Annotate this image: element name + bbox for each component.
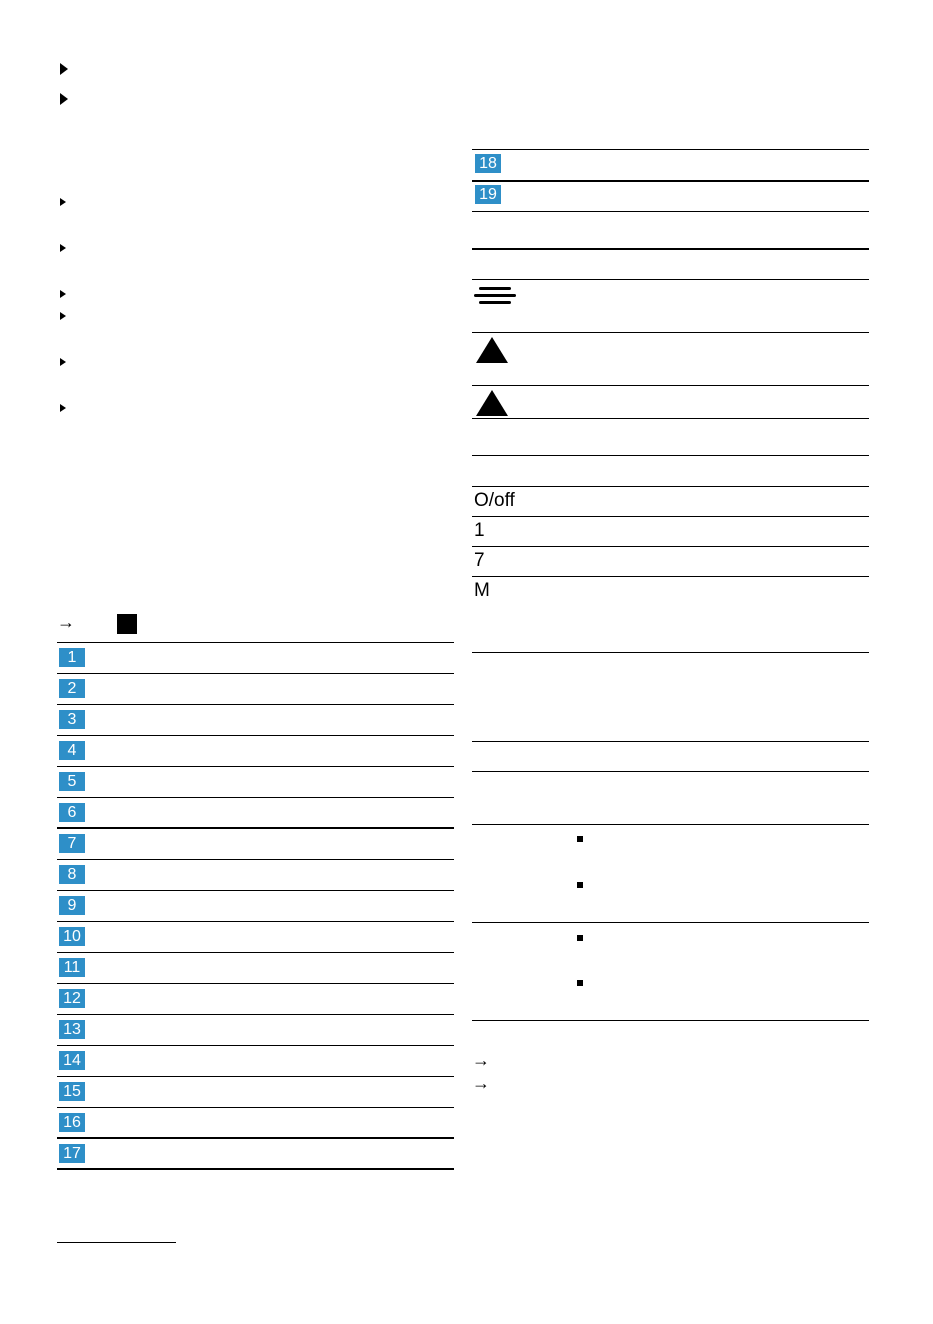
three-lines-icon [474,286,516,306]
table-top-rule [472,149,869,150]
bullet-triangle-icon [60,290,66,298]
arrow-icon: → [472,1073,490,1093]
row-divider [472,385,869,386]
item-number-badge: 14 [59,1051,85,1070]
item-number-badge: 8 [59,865,85,884]
square-bullet-icon [577,836,583,842]
row-divider [472,824,869,825]
table-row [57,1046,454,1077]
bullet-triangle-icon [60,198,66,206]
item-number-badge: 10 [59,927,85,946]
item-number-badge: 19 [475,185,501,204]
item-number-badge: 7 [59,834,85,853]
table-row [57,1077,454,1108]
table-row [57,1108,454,1139]
warning-triangle-icon [476,337,508,363]
table-row [57,643,454,674]
item-number-badge: 5 [59,772,85,791]
row-divider [472,332,869,333]
item-number-badge: 9 [59,896,85,915]
row-divider [472,180,869,182]
row-divider [472,486,869,487]
setting-m-label: M [474,580,490,601]
warning-triangle-icon [476,390,508,416]
row-divider [472,741,869,742]
off-setting-label: O/off [474,490,515,511]
row-divider [472,922,869,923]
table-row [57,798,454,829]
arrow-icon: → [57,612,75,632]
item-number-badge: 11 [59,958,85,977]
row-divider [472,516,869,517]
row-divider [472,546,869,547]
arrow-icon: → [472,1050,490,1070]
row-divider [472,279,869,280]
table-row [57,891,454,922]
item-number-badge: 6 [59,803,85,822]
symbol-table-header-rule [472,248,869,250]
item-number-badge: 4 [59,741,85,760]
table-row [57,860,454,891]
bullet-triangle-icon [60,404,66,412]
table-row [57,1139,454,1170]
row-divider [472,771,869,772]
row-divider [472,418,869,419]
row-divider [57,1168,454,1170]
footnote-rule [57,1242,176,1243]
row-divider [472,455,869,456]
table-row [57,922,454,953]
table-row [57,705,454,736]
item-number-badge: 13 [59,1020,85,1039]
table-row [57,674,454,705]
item-number-badge: 15 [59,1082,85,1101]
bullet-triangle-icon [60,63,68,75]
black-square-icon [117,614,137,634]
setting-7-label: 7 [474,550,485,571]
row-divider [472,652,869,653]
item-number-badge: 17 [59,1144,85,1163]
table-row [57,984,454,1015]
item-number-badge: 12 [59,989,85,1008]
setting-1-label: 1 [474,520,485,541]
bullet-triangle-icon [60,93,68,105]
table-bottom-rule [472,1020,869,1021]
square-bullet-icon [577,882,583,888]
item-number-badge: 3 [59,710,85,729]
item-number-badge: 2 [59,679,85,698]
bullet-triangle-icon [60,312,66,320]
item-number-badge: 18 [475,154,501,173]
row-divider [472,211,869,212]
item-number-badge: 16 [59,1113,85,1132]
bullet-triangle-icon [60,244,66,252]
table-row [57,953,454,984]
table-row [57,1015,454,1046]
table-row [57,736,454,767]
bullet-triangle-icon [60,358,66,366]
table-row [57,829,454,860]
table-row [57,767,454,798]
row-divider [472,576,869,577]
square-bullet-icon [577,935,583,941]
square-bullet-icon [577,980,583,986]
item-number-badge: 1 [59,648,85,667]
